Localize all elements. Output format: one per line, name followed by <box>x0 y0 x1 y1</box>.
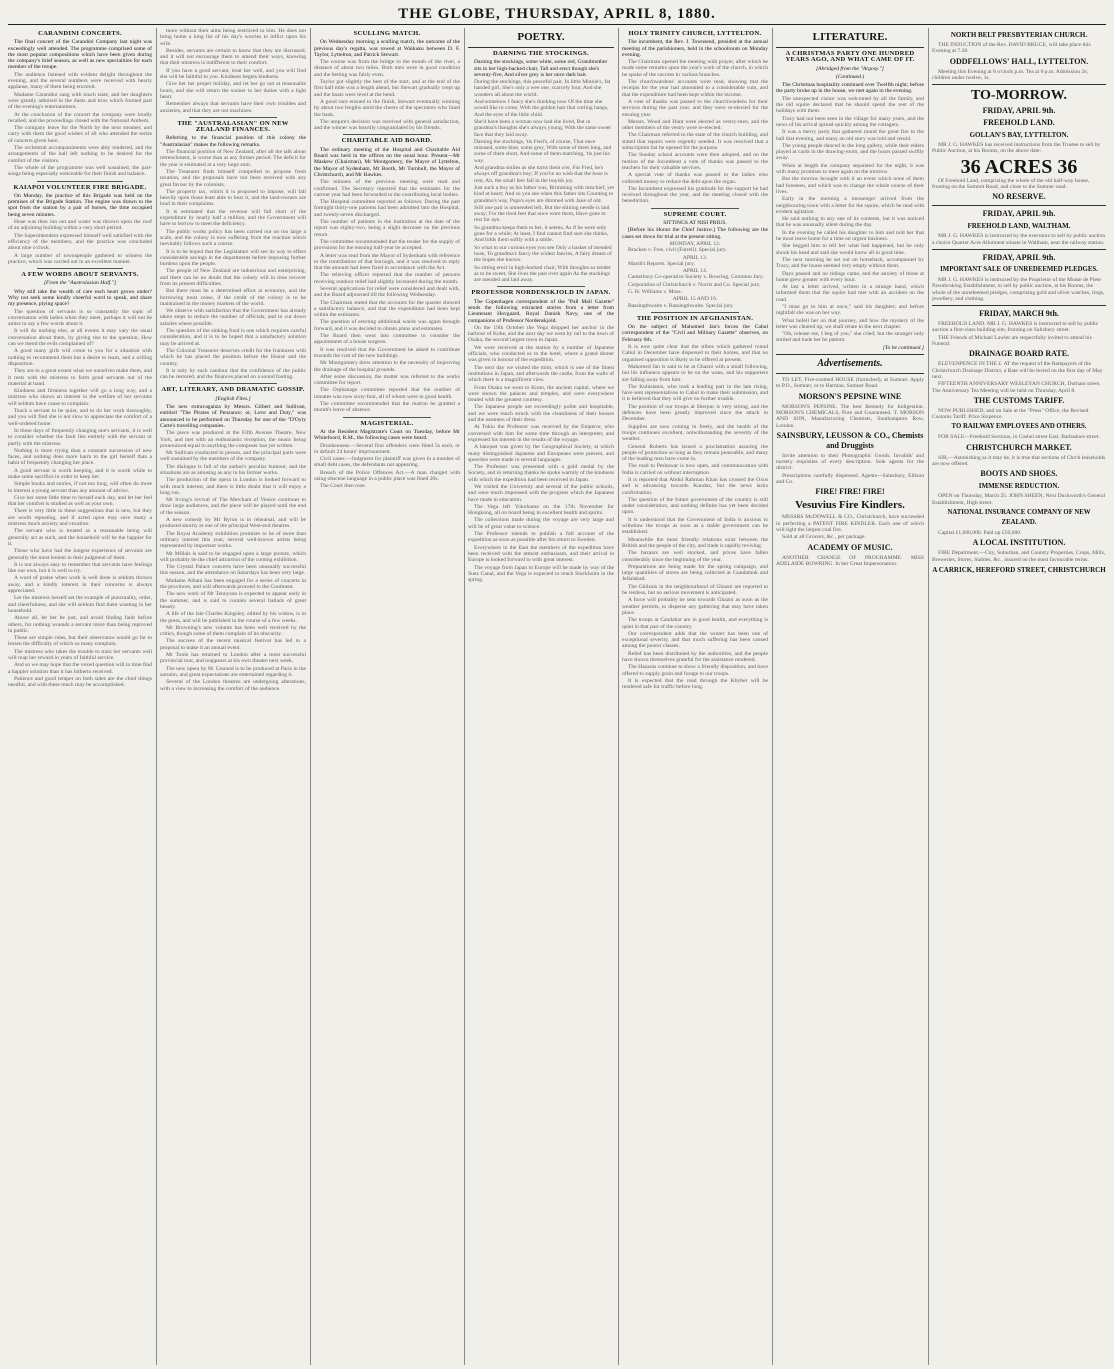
headline-darning: DARNING THE STOCKINGS. <box>493 50 589 57</box>
filler-text: ANOTHER CHANGE OF PROGRAMME. MISS ADELAIDE BOWRING. In her Great Impersonation. <box>776 554 924 567</box>
source-note: [Abridged from the "Argosy."] <box>816 65 884 72</box>
ad-carrick: A CARRICK, HEREFORD STREET, CHRISTCHURCH <box>932 565 1106 574</box>
divider <box>776 354 924 355</box>
ad-friday-march: FRIDAY, MARCH 9th. <box>979 309 1059 319</box>
divider <box>932 305 1106 306</box>
headline-supreme-court: SUPREME COURT. <box>663 210 727 218</box>
ad-freehold-land: FREEHOLD LAND. <box>983 118 1055 128</box>
filler-text: MESSRS McDOWELL & CO., Christchurch, have succeeded in perfecting a PATENT FIRE KINDLER. Each one of which will light the largest coal fire. Sold at all Grocers, &c., per package. <box>776 514 924 541</box>
filler-text: Capital £1,000,000. Paid up £50,000. <box>938 529 1022 536</box>
ad-north-belt-church: NORTH BELT PRESBYTERIAN CHURCH. <box>950 31 1088 39</box>
article-sculling-text: On Wednesday morning a sculling match, the outcome of the previous day's regatta, was rowed at Waikuku between D. F. Taylor, Lyttelton, and Patrick Stewart. <box>314 39 460 58</box>
ad-reduction: IMMENSE REDUCTION. <box>978 482 1060 491</box>
column-rule <box>464 28 465 1365</box>
ad-academy-music: ACADEMY OF MUSIC. <box>807 542 893 552</box>
headline-art-gossip: ART, LITERARY, AND DRAMATIC GOSSIP. <box>161 386 305 394</box>
filler-text: MR J. G. HAWKES is instructed by the executors to sell by public auction a choice Quarter Acre Allotment situate in Waltham, near the railway station. <box>932 233 1106 246</box>
article-charitable-text: The ordinary meeting of the Hospital and Charitable Aid Board was held in the offices on the usual hour. Present—Mr Maskew (Chairman), Mr Montgomery, the Mayor of Lyttelton, the Mayor of Sydenham, Mr Booth, Mr Turnbull, the Mayor of Christchurch, and Mr Hawkes. <box>314 146 460 178</box>
ad-drainage-board: DRAINAGE BOARD RATE. <box>968 349 1070 359</box>
headline-sculling: SCULLING MATCH. <box>353 30 421 37</box>
court-subheading: SITTINGS AT NISI PRIUS. <box>663 220 727 227</box>
ad-railway: TO RAILWAY EMPLOYEES AND OTHERS. <box>951 423 1087 431</box>
divider <box>651 208 739 209</box>
filler-text: FIRE Department.—City, Suburban, and Country Properties, Crops, Mills, Breweries, Stores, Stables, &c., insured on the most favourable terms. <box>932 550 1106 563</box>
ad-date: FRIDAY, APRIL 9th. <box>982 106 1056 116</box>
headline-kaiapoi-brigade: KAIAPOI VOLUNTEER FIRE BRIGADE. <box>13 183 147 191</box>
ad-no-reserve: NO RESERVE. <box>992 192 1046 202</box>
article-gossip-text: The new extravaganza by Messrs. Gilbert and Sullivan, entitled "The Pirates of Penzance; or, Love and Duty," was announced to be performed on Thursday for one of the "D'Oyly Carte's travelling companies. <box>160 404 306 429</box>
filler-text: more without their aims being restricted to him. He does not bring home a long list of his day's worries to inflict upon his wife. Besides, servants are certain to know that they are discussed, and it will not encourage them to amend their ways, knowing that their mistress is indifferent to their comfort. If you have a good servant, treat her well, and you will find she will be faithful to you. Kindness begets kindness. Give her her proper holiday, and let her go out at reasonable hours, and she will return the sooner to her duties with a light heart. Remember always that servants have their own troubles and anxieties, and that they are not machines. <box>160 28 306 114</box>
masthead: THE GLOBE, THURSDAY, APRIL 8, 1880. <box>8 4 1106 25</box>
headline-carandini: CARANDINI CONCERTS. <box>38 30 122 37</box>
article-holy-trinity-text: The incumbent, the Rev. J. Townsend, presided at the annual meeting of the parishioners, held in the schoolroom on Monday evening. <box>622 39 768 58</box>
filler-text: Of Freehold Land, comprising the whole of the old half-way house, fronting on the Summit Road, and close to the Sumner road. <box>932 177 1090 191</box>
ad-morson-pepsine: MORSON'S PEPSINE WINE <box>798 391 902 401</box>
filler-text: MR J. G. HAWKES is instructed by the Proprietor of the Monte de Piete Pawnbroking Establishment, to sell by public auction, at his Rooms, the whole of the unredeemed pledges, comprising gold and silver watches, rings, jewellery, and clothing. <box>932 276 1105 302</box>
divider <box>776 47 924 48</box>
column-7 <box>932 28 1106 1365</box>
divider <box>37 268 123 269</box>
ad-customs-tariff: THE CUSTOMS TARIFF. <box>973 395 1065 405</box>
headline-nordenskjold: PROFESSOR NORDENSKJOLD IN JAPAN. <box>471 289 611 297</box>
article-court-text: [Before his Honor the Chief Justice.] The following are the cases set down for trial at the present sitting. <box>622 227 768 240</box>
headline-servants: A FEW WORDS ABOUT SERVANTS. <box>21 271 139 279</box>
divider <box>37 181 123 182</box>
divider <box>189 117 277 118</box>
column-4 <box>468 28 614 1365</box>
filler-text: MORSON'S PEPSINE. The best Remedy for Indigestion. MORSON'S CHEMICALS, Pure and Guaranteed. T. MORSON AND SON, Manufacturing Chemists, Southampton Row, London. <box>776 403 924 429</box>
headline-charitable-aid: CHARITABLE AID BOARD. <box>341 137 433 145</box>
story-text: The Christmas hospitality continued over Twelfth night; before the party broke up in the house, we met again in the evening. <box>776 82 924 95</box>
filler-text: The audience listened with evident delight throughout the evening, and the several numbers were received with hearty applause, many of them being encored. Madame Carandini sang with much taste, and her daughters were greatly admired in the duets and trios which formed part of the evening's entertainment. At the conclusion of the concert the company were loudly recalled, and the proceedings closed with the National Anthem. The company leave for the North by the next steamer, and carry with them the good wishes of all who attended the series of concerts given here. The orchestral accompaniments were ably rendered, and the arrangements of the hall left nothing to be desired for the comfort of the visitors. The whole of the programme was well sustained, the part-songs being especially noticeable for their finish and balance. <box>8 71 152 178</box>
column-2 <box>160 28 306 1365</box>
headline-afghanistan: THE POSITION IN AFGHANISTAN. <box>636 314 754 322</box>
column-3 <box>314 28 460 1365</box>
filler-text: During the stockings, this peaceful pair, In little Minnie's, fat handed girl, She's only a wee one, scarcely four, And she wonders all about the world. And somehow I fancy she's thinking now Of the time she would like to come, With the golden hair that curling hangs, And the eyes of the little child. She'd have been a woman now had she lived, But in grandma's thoughts she's always young; With the same sweet face that they laid away. Darning the stockings, 'tis Fred's, of course, That once misused, some blue, some grey, With some of them long, and some of them short, And some of them matching, 'tis just his way. And grandma smiles as she turns them o'er, For Fred, he's always off grandma's boy; If you've no wish that the hose is rent, Ah, the small feet fall in the boyish joy. Just such a boy as his father was, Brimming with mischief, yet kind at heart; And so you see when this father sits Counting to grandma's way, Papa's eyes are dimmed with Jane of old. Still one pair is unmended left, But the shining needle is laid away; For the tired feet that once wore them, Have gone to rest for aye. So grandma keeps them to her, it seems, As if he were only gone for a while; At least, I find cannot find sure she thinks, And folds them softly with a smile. So what to our curious eyes you see Only a basket of mended hose, To grandma's fancy the widest fancies, A fairy dream of the hopes she knows. So sitting erect in high-backed chair, With thoughts so tender as to be sweet, She lives the past over again As the stockings are mended and laid away. <box>474 79 614 284</box>
ad-friday-2: FRIDAY, APRIL 9th. <box>982 209 1056 219</box>
divider <box>343 417 431 418</box>
article-magisterial-text: At the Resident Magistrate's Court on Tuesday, before Mr Whitefoord, R.M., the following cases were heard. <box>314 428 460 442</box>
ad-market: CHRISTCHURCH MARKET. <box>966 442 1072 452</box>
source-note: [English Files.] <box>215 395 251 402</box>
ad-oddfellows-lyttelton: ODDFELLOWS' HALL, LYTTELTON. <box>949 56 1089 66</box>
divider <box>189 383 277 384</box>
filler-text: On the 19th October the Vega dropped her anchor in the harbour of Kobe, and the next day we went by rail to the town of Osaka, the second largest town in Japan. We were received at the station by a number of Japanese officials, who conducted us to the hotel, where a grand dinner was given in honour of the expedition. The next day we visited the mint, which is one of the finest institutions in Japan, and afterwards the castle, from the walls of which there is a magnificent view. From Osaka we went to Kioto, the ancient capital, where we were shown the palaces and temples, and were everywhere treated with the greatest courtesy. The Japanese people are exceedingly polite and hospitable, and we were much struck with the cleanliness of their houses and the neatness of their dress. At Tokio the Professor was received by the Emperor, who conversed with him for some time through an interpreter, and expressed his interest in the results of the voyage. A banquet was given by the Geographical Society, at which many distinguished Japanese and Europeans were present, and speeches were made in several languages. The Professor was presented with a gold medal by the Society, and in returning thanks he spoke warmly of the kindness with which the expedition had been received in Japan. We visited the University and several of the public schools, and were much impressed with the progress which the Japanese have made in education. The Vega left Yokohama on the 17th November for Hongkong, all on board being in excellent health and spirits. The collections made during the voyage are very large and will be of great value to science. The Professor intends to publish a full account of the expedition as soon as possible after his return to Sweden. Everywhere in the East the members of the expedition have been received with the utmost enthusiasm, and their arrival in Europe is looked forward to with great interest. The voyage from Japan to Europe will be made by way of the Suez Canal, and the Vega is expected to reach Stockholm in the spring. <box>468 324 614 584</box>
ad-vesuvius: Vesuvius Fire Kindlers. <box>795 499 905 512</box>
article-finances-text: Referring to the financial position of this colony the "Australasian" makes the following remarks. <box>160 135 306 148</box>
divider <box>932 205 1106 206</box>
divider <box>468 47 614 48</box>
filler-text: Hose was then run out and water was thrown upon the roof of an adjoining building within a very short period. The Superintendent expressed himself well satisfied with the efficiency of the members, and the practice was concluded about nine o'clock. A large number of townspeople gathered to witness the practice, which was carried out in an excellent manner. <box>8 219 152 265</box>
filler-text: NOW PUBLISHED, and on Sale at the "Press" Office, the Revised Customs Tariff. Price Sixpence. <box>932 407 1089 421</box>
ad-national-insurance: NATIONAL INSURANCE COMPANY OF NEW ZEALAND. <box>947 508 1091 526</box>
filler-text: The unexpected visitor was welcomed by all the family, and the old squire declared that he should spend the rest of the holidays with them. Tracy had not been seen in the village for many years, and the news of his arrival spread quickly among the cottagers. It was a merry party that gathered round the great fire in the hall that evening, and many an old story was told and retold. The young people danced in the long gallery, while their elders played at cards in the drawing-room, and the hours passed swiftly away. When at length the company separated for the night, it was with many promises to meet again on the morrow. But the morrow brought with it an event which none of them had foreseen, and which was to change the whole course of their lives. Early in the morning a messenger arrived from the neighbouring town with a letter for the squire, which he read with evident agitation. He said nothing to any one of its contents, but it was noticed that he was unusually silent during the day. In the evening he called his daughter to him and told her that he must leave home for a time on urgent business. She begged him to tell her what had happened, but he only shook his head and said she would know all in good time. The next morning he set out on horseback, accompanied by Tracy, and the house seemed very empty without them. Days passed and no tidings came, and the anxiety of those at home grew greater with every hour. At last a letter arrived, written in a strange hand, which informed them that the squire had met with an accident on the road. "I must go to him at once," said his daughter; and before nightfall she was on her way. What befell her on that journey, and how the mystery of the letter was cleared up, we shall relate in the next chapter. "Oh, release me, I beg of you," she cried; but the stranger only smiled and bade her be patient. <box>776 95 924 344</box>
filler-text: MR J. G. HAWKES has received instructions from the Trustee to sell by Public Auction, at his Rooms, on the above date: <box>932 142 1101 155</box>
ad-acres-count: 36 ACRES 36 <box>960 155 1078 178</box>
ad-sainsbury: SAINSBURY, LEUSSON & CO., Chemists and Druggists <box>776 430 924 450</box>
column-1 <box>8 28 152 1365</box>
filler-text: OPEN on Thursday, March 25. JOHN SHEEN, Next Duckworth's General Establishment, High street. <box>932 493 1106 506</box>
divider <box>497 286 585 287</box>
poem-first-stanza: Darning the stockings, some white, some red, Grandmother sits in her high-backed chair, Tall and erect though she's seventy-five, And silver grey is her once dark hair. <box>474 59 608 78</box>
section-literature: LITERATURE. <box>812 31 888 43</box>
ad-boots: BOOTS AND SHOES. <box>980 469 1058 479</box>
filler-text: It is now quite clear that the tribes which gathered round Cabul in December have dispersed to their homes, and that no organised opposition is likely to be offered at present. Mahomed Jan is said to be at Ghazni with a small following, but his influence appears to be on the wane, and his supporters are falling away from him. The Kohistanis, who took a leading part in the late rising, have sent representatives to Cabul to make their submission, and it is believed that they will give no further trouble. The position of our troops at Sherpur is very strong, and the defences have been greatly improved since the attack in December. Supplies are now coming in freely, and the health of the troops continues excellent, notwithstanding the severity of the weather. General Roberts has issued a proclamation assuring the people of protection so long as they remain peaceable, and many of the leading men have come in. The road to Peshawar is now open, and communication with India is carried on without interruption. It is reported that Abdul Rahman Khan has crossed the Oxus and is advancing towards Kunduz, but the news lacks confirmation. The question of the future government of the country is still under consideration, and nothing definite has yet been decided upon. It is understood that the Government of India is anxious to withdraw the troops as soon as a stable government can be established. Meanwhile the most friendly relations exist between the British and the people of the city, and trade is rapidly reviving. The bazaars are well stocked, and prices have fallen considerably since the beginning of the year. Preparations are being made for the spring campaign, and large quantities of stores are being collected at Gundamuk and Jellalabad. The Ghilzais in the neighbourhood of Ghazni are reported to be restless, but no serious movement is anticipated. A force will probably be sent towards Ghazni as soon as the weather permits, to disperse any gathering that may have taken place. The troops at Candahar are in good health, and everything is quiet in that part of the country. Our correspondent adds that the winter has been one of exceptional severity, and that much suffering has been caused among the poorer classes. Relief has been distributed by the authorities, and the people have shown themselves grateful for the assistance rendered. The Hazaras continue to show a friendly disposition, and have offered to supply grain and forage to our troops. It is expected that the road through the Khyber will be rendered safe for traffic before long. <box>622 344 768 691</box>
article-afghanistan-text: On the subject of Mahomed Jan's forces the Cabul correspondent of the "Civil and Military Gazette" observes, on February 6th. <box>622 324 768 343</box>
column-rule <box>772 28 773 1365</box>
divider <box>651 312 739 313</box>
divider <box>776 373 924 374</box>
filler-text: FOR SALE—Freehold Sections, in Cashel street East, Barbadoes street. <box>938 434 1100 441</box>
ad-waltham: FREEHOLD LAND, WALTHAM. <box>967 222 1071 231</box>
column-rule <box>928 28 929 1365</box>
filler-text: The course was from the bridge to the mouth of the river, a distance of about two miles. Both men were in good condition and the betting was fairly even. Taylor got slightly the best of the start, and at the end of the first half mile was a length ahead, but Stewart gradually crept up and the boats were level at the bend. A good race ensued to the finish, Stewart eventually winning by about two lengths amid the cheers of the spectators who lined the bank. The umpire's decision was received with general satisfaction, and the winner was heartily congratulated by his friends. <box>314 59 460 132</box>
filler-text: Meeting this Evening at 8 o'clock p.m. Tea at 6 p.m. Admission 2s; children under twelve, 1s. <box>932 68 1088 81</box>
column-rule <box>156 28 157 1365</box>
headline-holy-trinity: HOLY TRINITY CHURCH, LYTTELTON. <box>628 30 762 37</box>
filler-text: Drunkenness.—Several first offenders were fined 5s each, or in default 24 hours' imprisonment. Civil cases.—Judgment for plaintiff was given in a number of small debt cases, the defendants not appearing. Breach of the Police Offences Act.—A man charged with using obscene language in a public place was fined 20s. The Court then rose. <box>314 442 460 490</box>
column-rule <box>618 28 619 1365</box>
filler-text: SIR,—Astonishing as it may be, it is true that sections of Chrch leaseholds are now offered. <box>932 454 1106 468</box>
divider <box>932 84 1106 85</box>
ad-pledges: IMPORTANT SALE OF UNREDEEMED PLEDGES. <box>940 265 1098 273</box>
poem <box>468 59 614 283</box>
filler-text: The question of servants is so constantly the topic of conversation with ladies when they meet, perhaps it will not be amiss to say a few words about it. It will do nothing else, at all events it may vary the usual conversation about them, by giving rise to the question, How can we mend the evils complained of? A good many girls will come to you for a situation with nothing to recommend them but a desire to learn, and a willing disposition. They are to a great extent what we ourselves make them, and it rests with the mistress to form good servants out of the material at hand. Kindness and firmness together will go a long way, and a mistress who shows an interest in the welfare of her servants will seldom have cause to complain. Teach a servant to be quiet, and to do her work thoroughly, and you will find she is not slow to appreciate the comfort of a well-ordered home. In these days of frequently changing one's servants, it is well to consider whether the fault lies entirely with the servant or partly with the mistress. Nothing is more trying than a constant succession of new faces, and nothing does more harm to the girl herself than a habit of frequently changing her place. A good servant is worth keeping, and it is worth while to make some sacrifice in order to keep her. Simple books and stories, if not too long, will often do more to interest a young servant than any amount of advice. Give her some little time to herself each day, and let her feel that her comfort is studied as well as your own. There is very little in these suggestions that is new, but they are worth repeating, and if acted upon may save many a mistress much anxiety and vexation. The servant who is treated as a reasonable being will generally act as such, and the household will be the happier for it. Those who have had the longest experience of servants are generally the most lenient in their judgment of them. It is not always easy to remember that servants have feelings like our own, but it is well to try. A word of praise when work is well done is seldom thrown away, and a kindly interest in their concerns is always appreciated. Let the mistress herself set the example of punctuality, order, and cheerfulness, and she will seldom find them wanting in her household. Above all, let her be just, and avoid finding fault before others, for nothing wounds a servant more than being reproved in public. These are simple rules, but their observance would go far to lessen the difficulty of which so many complain. The mistress who takes the trouble to train her servants well will reap her reward in years of faithful service. And so we may hope that the vexed question will in time find a happier solution than it has hitherto received. Patience and good temper on both sides are the chief things needful, and with these much may be accomplished. <box>8 308 152 689</box>
section-poetry: POETRY. <box>517 31 565 43</box>
filler-text: FREEHOLD LAND. MR J. G. HAWKES is instructed to sell by public auction a first-class building site, fronting on Salisbury street. THE Friends of Michael Lawler are respectfully invited to attend his Funeral. <box>932 321 1099 348</box>
ad-friday-3: FRIDAY, APRIL 9th. <box>982 252 1056 262</box>
headline-christmas-party: A CHRISTMAS PARTY ONE HUNDRED YEARS AGO, AND WHAT CAME OF IT. <box>785 50 915 64</box>
article-kaiapoi-text: On Monday, the practice of this Brigade was held on the premises of the Brigade Station. The engine was drawn to the spot from the station by a pair of horses, the time occupied being seven minutes. <box>8 192 152 218</box>
source-note: [From the "Australasian Half."] <box>43 280 117 287</box>
filler-text: The minutes of the previous meeting were read and confirmed. The Secretary reported that the estimates for the current year had been forwarded to the contributing local bodies. The Hospital committee reported as follows: During the past fortnight thirty-one patients had been admitted into the Hospital, and twenty-seven discharged. The number of patients in the institution at the date of the report was eighty-two, being a slight decrease on the previous return. The committee recommended that the tender for the supply of provisions for the ensuing half-year be accepted. A letter was read from the Mayor of Sydenham with reference to the contribution of that borough, and it was resolved to reply that the amount had been fixed in accordance with the Act. The relieving officer reported that the number of persons receiving outdoor relief had slightly increased during the month. Several applications for relief were considered and dealt with, and the Board adjourned till the following Wednesday. The Chairman stated that the accounts for the quarter showed a satisfactory balance, and that the expenditure had been kept within the estimates. The question of erecting additional wards was again brought forward, and it was decided to obtain plans and estimates. The Board then went into committee to consider the appointment of a house surgeon. It was resolved that the Government be asked to contribute towards the cost of the new buildings. Mr Montgomery drew attention to the necessity of improving the drainage of the hospital grounds. After some discussion, the matter was referred to the works committee for report. The Orphanage committee reported that the number of inmates was now sixty-four, all of whom were in good health. The committee recommended that the matron be granted a month's leave of absence. <box>314 179 460 414</box>
filler-text: The Chairman opened the meeting with prayer, after which he made some remarks upon the year's work of the church, in which he spoke of the success in various branches. The churchwardens' accounts were read, showing that the receipts for the year had amounted to a considerable sum, and that the expenditure had been kept within the income. A vote of thanks was passed to the churchwardens for their services during the past year, and they were re-elected for the ensuing year. Messrs. Wood and Hunt were elected as vestry-men, and the other members of the vestry were re-elected. The Chairman referred to the state of the church building, and stated that repairs were urgently needed. It was resolved that a subscription list be opened for the purpose. The Sunday school accounts were then adopted, and on the motion of the Incumbent a vote of thanks was passed to the teachers for their valuable services. A special vote of thanks was passed to the ladies who collected money to reduce the debt upon the organ. The Incumbent expressed his gratitude for the support he had received throughout the year, and the meeting closed with the benediction. <box>622 59 768 205</box>
divider <box>343 134 431 135</box>
filler-text: THE INDUCTION of the Rev. DAVID BRUCE, will take place this Evening at 7.30. <box>932 42 1091 55</box>
filler-text: MONDAY, APRIL 12. Bracken v. Free, civil (Farrell). Special jury. APRIL 13. Marsh's Reports. Special jury. APRIL 14. Canterbury Co-operative Society v. Bowring, Common Jury. Corporation of Christchurch v. Norris and Co. Special jury. G. H. Williams v. Moss. APRIL 15 AND 16. Bassingthwaite v. Bassingthwaite. Special jury. <box>628 240 764 309</box>
filler-text: ELEVENPENCE IN THE £. AT the request of the Ratepayers of the Christchurch Drainage District, a Rate will be levied on the first day of May next. FIFTEENTH ANNIVERSARY WESLEYAN CHURCH, Durham street. The Anniversary Tea Meeting will be held on Thursday, April 8. <box>932 361 1103 394</box>
filler-text: Invite attention to their Photographic Goods. Invalids' and nursery requisites of every description. Sole agents for the district. Prescriptions carefully dispensed. Agents—Sainsbury, Ellison and Co. <box>776 452 924 486</box>
headline-magisterial: MAGISTERIAL. <box>360 419 414 427</box>
column-rule <box>310 28 311 1365</box>
ad-local-institution: A LOCAL INSTITUTION. <box>972 538 1066 548</box>
filler-text: The financial position of New Zealand, after all the talk about retrenchment, is worse than at any former period. The deficit for the year is estimated at a very large sum. The Treasurer finds himself compelled to propose fresh taxation, and the proposals have not been received with any great favour by the colonists. The property tax, which it is proposed to impose, will fall heavily upon those least able to bear it, and the land-owners are loud in their complaints. It is estimated that the revenue will fall short of the expenditure by nearly half a million, and the Government will have to borrow to meet the deficiency. The public works policy has been carried out on too large a scale, and the colony is now suffering from the reaction which inevitably follows such a course. It is to be hoped that the Legislature will see its way to effect considerable savings in the departments before imposing further burdens upon the people. The people of New Zealand are industrious and enterprising, and there can be no doubt that the colony will in time recover from its present difficulties. But there must be a determined effort at economy, and the borrowing must cease, if the credit of the colony is to be maintained in the money markets of the world. We observe with satisfaction that the Government has already taken steps to reduce the number of officials, and to cut down salaries where possible. The question of the sinking fund is one which requires careful consideration, and it is to be hoped that a satisfactory solution may be arrived at. The Colonial Treasurer deserves credit for the frankness with which he has placed the position before the House and the country. It is only by such candour that the confidence of the public can be restored, and the finances placed on a sound footing. <box>160 149 306 381</box>
continued-note: (Continued.) <box>835 73 865 80</box>
ad-gollans-bay: GOLLAN'S BAY, LYTTELTON. <box>969 131 1069 140</box>
filler-text: TO LET, Five-roomed HOUSE (furnished), at Sumner. Apply to P.O., Sumner, or to Harman, Sumner Road. <box>776 377 924 390</box>
filler-text: The piece was produced at the Fifth Avenue Theatre, New York, and met with an enthusiastic reception, the music being pronounced equal to anything the composer has yet written. Mr Sullivan conducted in person, and the principal parts were well sustained by the members of the company. The dialogue is full of the author's peculiar humour, and the situations are as amusing as any in his former works. The production of the opera in London is looked forward to with much interest, and there is little doubt that it will enjoy a long run. Mr Irving's revival of The Merchant of Venice continues to draw large audiences, and the piece will be played until the end of the season. A new comedy by Mr Byron is in rehearsal, and will be produced shortly at one of the principal West-end theatres. The Royal Academy exhibition promises to be of more than ordinary interest this year, several well-known artists being represented by important works. Mr Millais is said to be engaged upon a large picture, which will probably be the chief attraction of the coming exhibition. The Crystal Palace concerts have been unusually successful this season, and the attendance on Saturdays has been very large. Madame Albani has been engaged for a series of concerts in the provinces, and will afterwards proceed to the Continent. The new work of Mr Tennyson is expected to appear early in the summer, and is said to contain several ballads of great beauty. A life of the late Charles Kingsley, edited by his widow, is in the press, and will be published in the course of a few weeks. Mr Browning's new volume has been well received by the critics, though some of them complain of its obscurity. The success of the recent musical festival has led to a proposal to make it an annual event. Mr Toole has returned to London after a most successful provincial tour, and reappears at his own theatre next week. The new opera by M. Gounod is to be produced at Paris in the autumn, and great expectations are entertained regarding it. Several of the London theatres are undergoing alterations, with a view to increasing the comfort of the audience. <box>160 430 306 692</box>
column-6 <box>776 28 924 1365</box>
ad-to-morrow: TO-MORROW. <box>970 88 1068 104</box>
divider <box>932 249 1106 250</box>
article-nordenskjold-text: The Copenhagen correspondent of the "Pall Mall Gazette" sends the following extracted stories from a letter from Lieutenant Hovgaard, Royal Danish Navy, one of the companions of Professor Nordenskjold. <box>468 298 614 324</box>
section-advertisements: Advertisements. <box>817 358 883 370</box>
continued-marker: [To be continued.] <box>882 344 924 351</box>
column-5 <box>622 28 768 1365</box>
headline-nz-finances: THE "AUSTRALASIAN" ON NEW ZEALAND FINANCES. <box>177 119 289 134</box>
article-carandini-text: The final concert of the Carandini Company last night was exceedingly well attended. The programme comprised some of the most popular compositions which have been given during the company's brief season, as well as new specialities for each member of the troupe. <box>8 39 152 71</box>
article-servants-text: Why still take the wealth of care each heart grows under? Why not seek some kindly cheerful word to speak, and share my presence, plying space? <box>8 288 152 308</box>
ad-fire: FIRE! FIRE! FIRE! <box>815 487 885 497</box>
